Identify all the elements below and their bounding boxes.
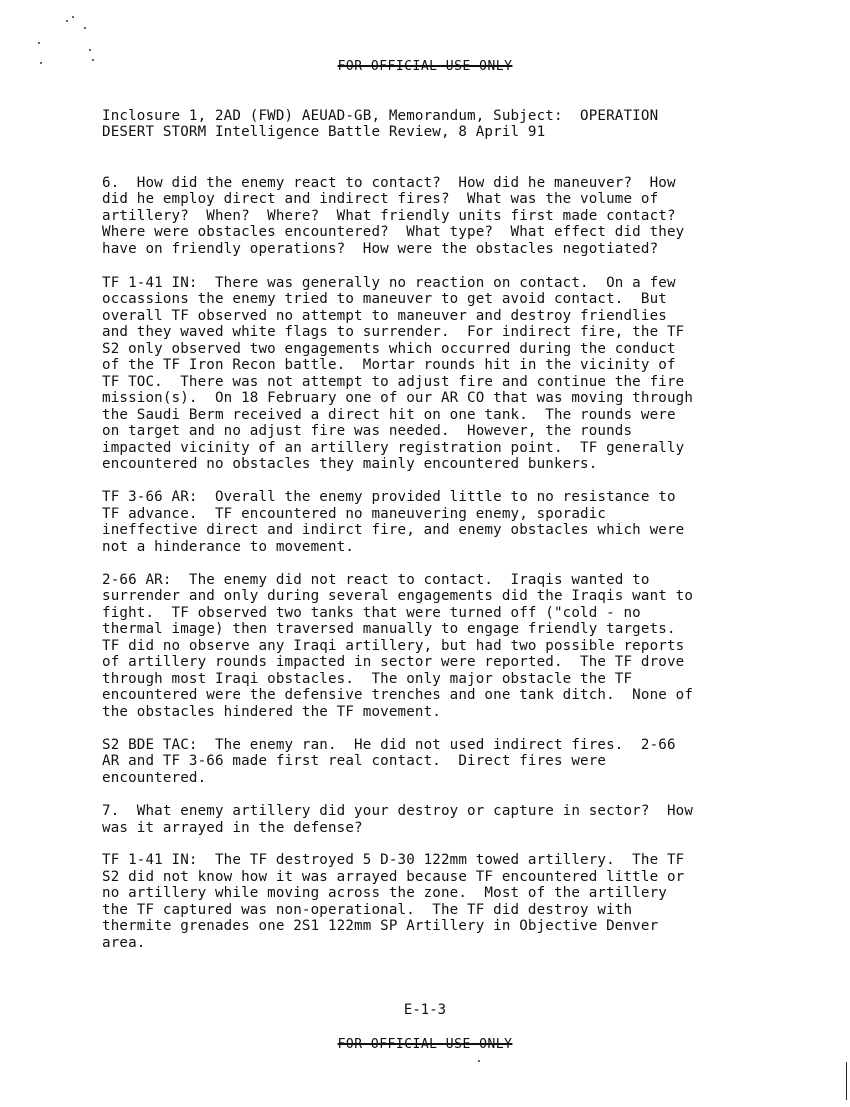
scan-edge-mark (846, 1062, 847, 1100)
text-line: thermal image) then traversed manually to engage friendly targets. (102, 621, 676, 637)
text-line: TF TOC. There was not attempt to adjust fire and continue the fire (102, 374, 685, 390)
scan-speck (89, 49, 91, 51)
text-line: the Saudi Berm received a direct hit on one tank. The rounds were (102, 407, 676, 423)
text-line: area. (102, 935, 146, 951)
text-line: overall TF observed no attempt to maneuver and destroy friendlies (102, 308, 667, 324)
text-line: have on friendly operations? How were the obstacles negotiated? (102, 241, 659, 257)
scan-speck (38, 42, 40, 44)
text-line: through most Iraqi obstacles. The only major obstacle the TF (102, 671, 633, 687)
text-line: artillery? When? Where? What friendly units first made contact? (102, 208, 676, 224)
text-line: TF 1-41 IN: The TF destroyed 5 D-30 122mm towed artillery. The TF (102, 852, 685, 868)
text-line: S2 did not know how it was arrayed because TF encountered little or (102, 869, 685, 885)
text-line: S2 BDE TAC: The enemy ran. He did not used indirect fires. 2-66 (102, 737, 676, 753)
scan-speck (72, 16, 74, 18)
scan-speck (478, 1060, 480, 1062)
text-line: 6. How did the enemy react to contact? How did he maneuver? How (102, 175, 676, 191)
text-line: surrender and only during several engagements did the Iraqis want to (102, 588, 694, 604)
text-line: TF advance. TF encountered no maneuvering enemy, sporadic (102, 506, 607, 522)
text-line: and they waved white flags to surrender. For indirect fire, the TF (102, 324, 685, 340)
scan-speck (84, 27, 86, 29)
text-line: did he employ direct and indirect fires? What was the volume of (102, 191, 659, 207)
text-line: on target and no adjust fire was needed. However, the rounds (102, 423, 633, 439)
text-line: ineffective direct and indirct fire, and enemy obstacles which were (102, 522, 685, 538)
text-line: was it arrayed in the defense? (102, 820, 363, 836)
text-line: of artillery rounds impacted in sector were reported. The TF drove (102, 654, 685, 670)
text-line: not a hinderance to movement. (102, 539, 355, 555)
text-line: mission(s). On 18 February one of our AR CO that was moving through (102, 390, 694, 406)
text-line: thermite grenades one 2S1 122mm SP Artillery in Objective Denver (102, 918, 659, 934)
text-line: encountered were the defensive trenches and one tank ditch. None of (102, 687, 694, 703)
scan-speck (66, 20, 68, 22)
text-line: AR and TF 3-66 made first real contact. Direct fires were (102, 753, 607, 769)
text-line: TF 1-41 IN: There was generally no reaction on contact. On a few (102, 275, 676, 291)
page-number: E-1-3 (403, 1002, 447, 1018)
text-line: impacted vicinity of an artillery registration point. TF generally (102, 440, 685, 456)
text-line: S2 only observed two engagements which occurred during the conduct (102, 341, 676, 357)
text-line: 7. What enemy artillery did your destroy or capture in sector? How (102, 803, 694, 819)
text-line: fight. TF observed two tanks that were turned off ("cold - no (102, 605, 641, 621)
text-line: 2-66 AR: The enemy did not react to contact. Iraqis wanted to (102, 572, 650, 588)
text-line: occassions the enemy tried to maneuver to get avoid contact. But (102, 291, 667, 307)
text-line: TF 3-66 AR: Overall the enemy provided little to no resistance to (102, 489, 676, 505)
header-marking: FOR OFFICIAL USE ONLY (337, 59, 513, 74)
text-line: the obstacles hindered the TF movement. (102, 704, 441, 720)
text-line: TF did no observe any Iraqi artillery, but had two possible reports (102, 638, 685, 654)
text-line: the TF captured was non-operational. The TF did destroy with (102, 902, 633, 918)
footer-marking: FOR OFFICIAL USE ONLY (337, 1037, 513, 1052)
text-line: of the TF Iron Recon battle. Mortar rounds hit in the vicinity of (102, 357, 676, 373)
text-line: Inclosure 1, 2AD (FWD) AEUAD-GB, Memorandum, Subject: OPERATION (102, 108, 659, 124)
text-line: DESERT STORM Intelligence Battle Review, 8 April 91 (102, 124, 546, 140)
text-line: no artillery while moving across the zone. Most of the artillery (102, 885, 667, 901)
text-line: encountered. (102, 770, 207, 786)
text-line: Where were obstacles encountered? What type? What effect did they (102, 224, 685, 240)
text-line: encountered no obstacles they mainly encountered bunkers. (102, 456, 598, 472)
